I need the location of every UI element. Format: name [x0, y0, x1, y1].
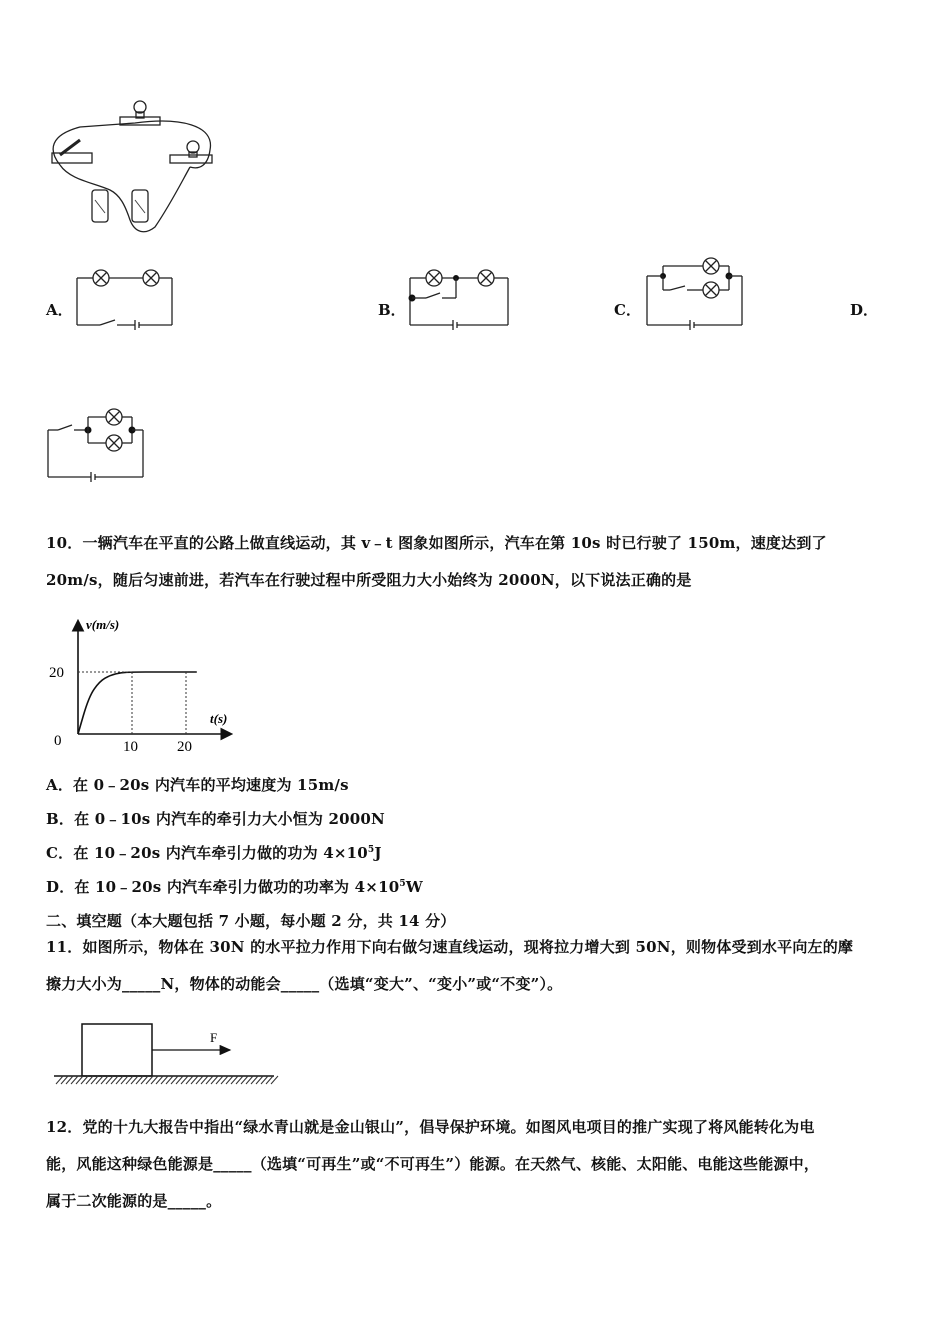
- option-d-label: D．: [850, 301, 879, 319]
- q10-option-a: A．在 0﹣20s 内汽车的平均速度为 15m/s: [46, 776, 349, 794]
- x-tick-label-20: 20: [177, 739, 192, 755]
- q10-option-d-unit: W: [405, 878, 423, 896]
- y-axis-label: v(m/s): [86, 617, 120, 632]
- option-a-circuit: [75, 268, 175, 328]
- force-label: F: [210, 1030, 218, 1045]
- q10-option-d-exponent: 5: [399, 879, 406, 889]
- x-tick-label-10: 10: [123, 739, 138, 755]
- q12-line3: 属于二次能源的是_____。: [46, 1192, 222, 1210]
- option-c-label: C．: [614, 301, 641, 319]
- origin-label: 0: [54, 733, 62, 749]
- q12-line2: 能，风能这种绿色能源是_____（选填“可再生”或“不可再生”）能源。在天然气、核能、太阳能、电能这些能源中，: [46, 1155, 820, 1173]
- block-force-figure: [52, 1020, 282, 1090]
- option-b-circuit: [408, 268, 513, 328]
- option-b-label: B．: [378, 301, 406, 319]
- option-d-circuit: [46, 405, 146, 480]
- x-axis-label: t(s): [210, 711, 228, 726]
- q10-option-b: B．在 0﹣10s 内汽车的牵引力大小恒为 2000N: [46, 810, 385, 828]
- option-c-circuit: [645, 256, 745, 328]
- q10-option-c-text: C．在 10﹣20s 内汽车牵引力做的功为 4×10: [46, 844, 368, 862]
- q10-option-c-exponent: 5: [367, 845, 375, 855]
- q11-line2: 擦力大小为_____N，物体的动能会_____（选填“变大”、“变小”或“不变”）。: [46, 975, 563, 993]
- y-tick-label: 20: [49, 665, 64, 681]
- q12-line1: 12．党的十九大报告中指出“绿水青山就是金山银山”，倡导保护环境。如图风电项目的推广实现了将风能转化为电: [46, 1118, 815, 1136]
- q10-line2: 20m/s，随后匀速前进，若汽车在行驶过程中所受阻力大小始终为 2000N，以下说法正确的是: [46, 571, 692, 589]
- q10-option-d-text: D．在 10﹣20s 内汽车牵引力做功的功率为 4×10: [46, 878, 400, 896]
- series-v-line: [78, 672, 197, 734]
- physical-circuit-figure: [40, 95, 230, 235]
- vt-chart: [40, 612, 250, 757]
- q10-option-c-unit: J: [374, 844, 382, 862]
- q11-line1: 11．如图所示，物体在 30N 的水平拉力作用下向右做匀速直线运动，现将拉力增大到 50N，则物体受到水平向左的摩: [46, 938, 854, 956]
- section-heading: 二、填空题（本大题包括 7 小题，每小题 2 分，共 14 分）: [46, 912, 456, 930]
- q10-option-d: [46, 876, 423, 897]
- q10-line1: 10．一辆汽车在平直的公路上做直线运动，其 v﹣t 图象如图所示，汽车在第 10s 时已行驶了 150m，速度达到了: [46, 534, 827, 552]
- option-a-label: A．: [46, 301, 73, 319]
- block: [82, 1024, 152, 1076]
- q10-option-c: [46, 842, 382, 863]
